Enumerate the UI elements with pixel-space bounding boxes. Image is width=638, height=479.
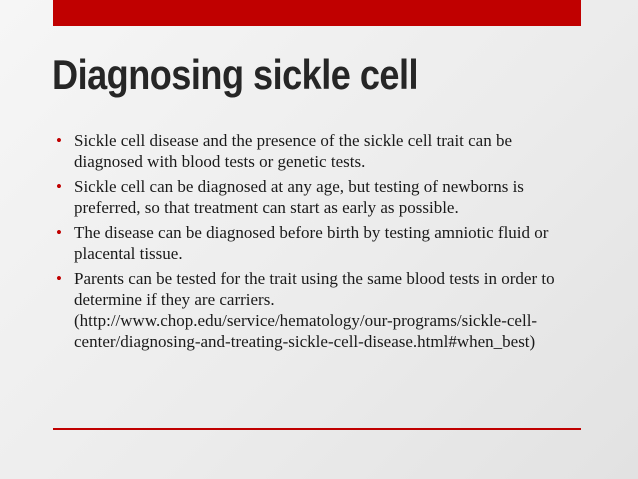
bullet-marker: • xyxy=(56,131,62,150)
slide-title: Diagnosing sickle cell xyxy=(52,51,419,98)
top-accent-bar xyxy=(53,0,581,26)
bullet-marker: • xyxy=(56,177,62,196)
bullet-marker: • xyxy=(56,223,62,242)
bullet-text: Sickle cell can be diagnosed at any age, but testing of newborns is preferred, so that treatment can start as early as possible. xyxy=(74,177,524,217)
bullet-text: Parents can be tested for the trait using the same blood tests in order to determine if they are carriers. (http://www.chop.edu/service/hematology/our-programs/sickle-cell-center/diagnosing-and-treating-sickle-cell-disease.html#when_best) xyxy=(74,269,555,351)
bullet-item xyxy=(54,222,574,264)
bullet-list xyxy=(54,130,574,356)
bottom-divider xyxy=(53,428,581,430)
bullet-item xyxy=(54,268,574,352)
bullet-marker: • xyxy=(56,269,62,288)
bullet-text: Sickle cell disease and the presence of the sickle cell trait can be diagnosed with blood tests or genetic tests. xyxy=(74,131,513,171)
bullet-text: The disease can be diagnosed before birth by testing amniotic fluid or placental tissue. xyxy=(74,223,549,263)
bullet-item xyxy=(54,130,574,172)
bullet-item xyxy=(54,176,574,218)
